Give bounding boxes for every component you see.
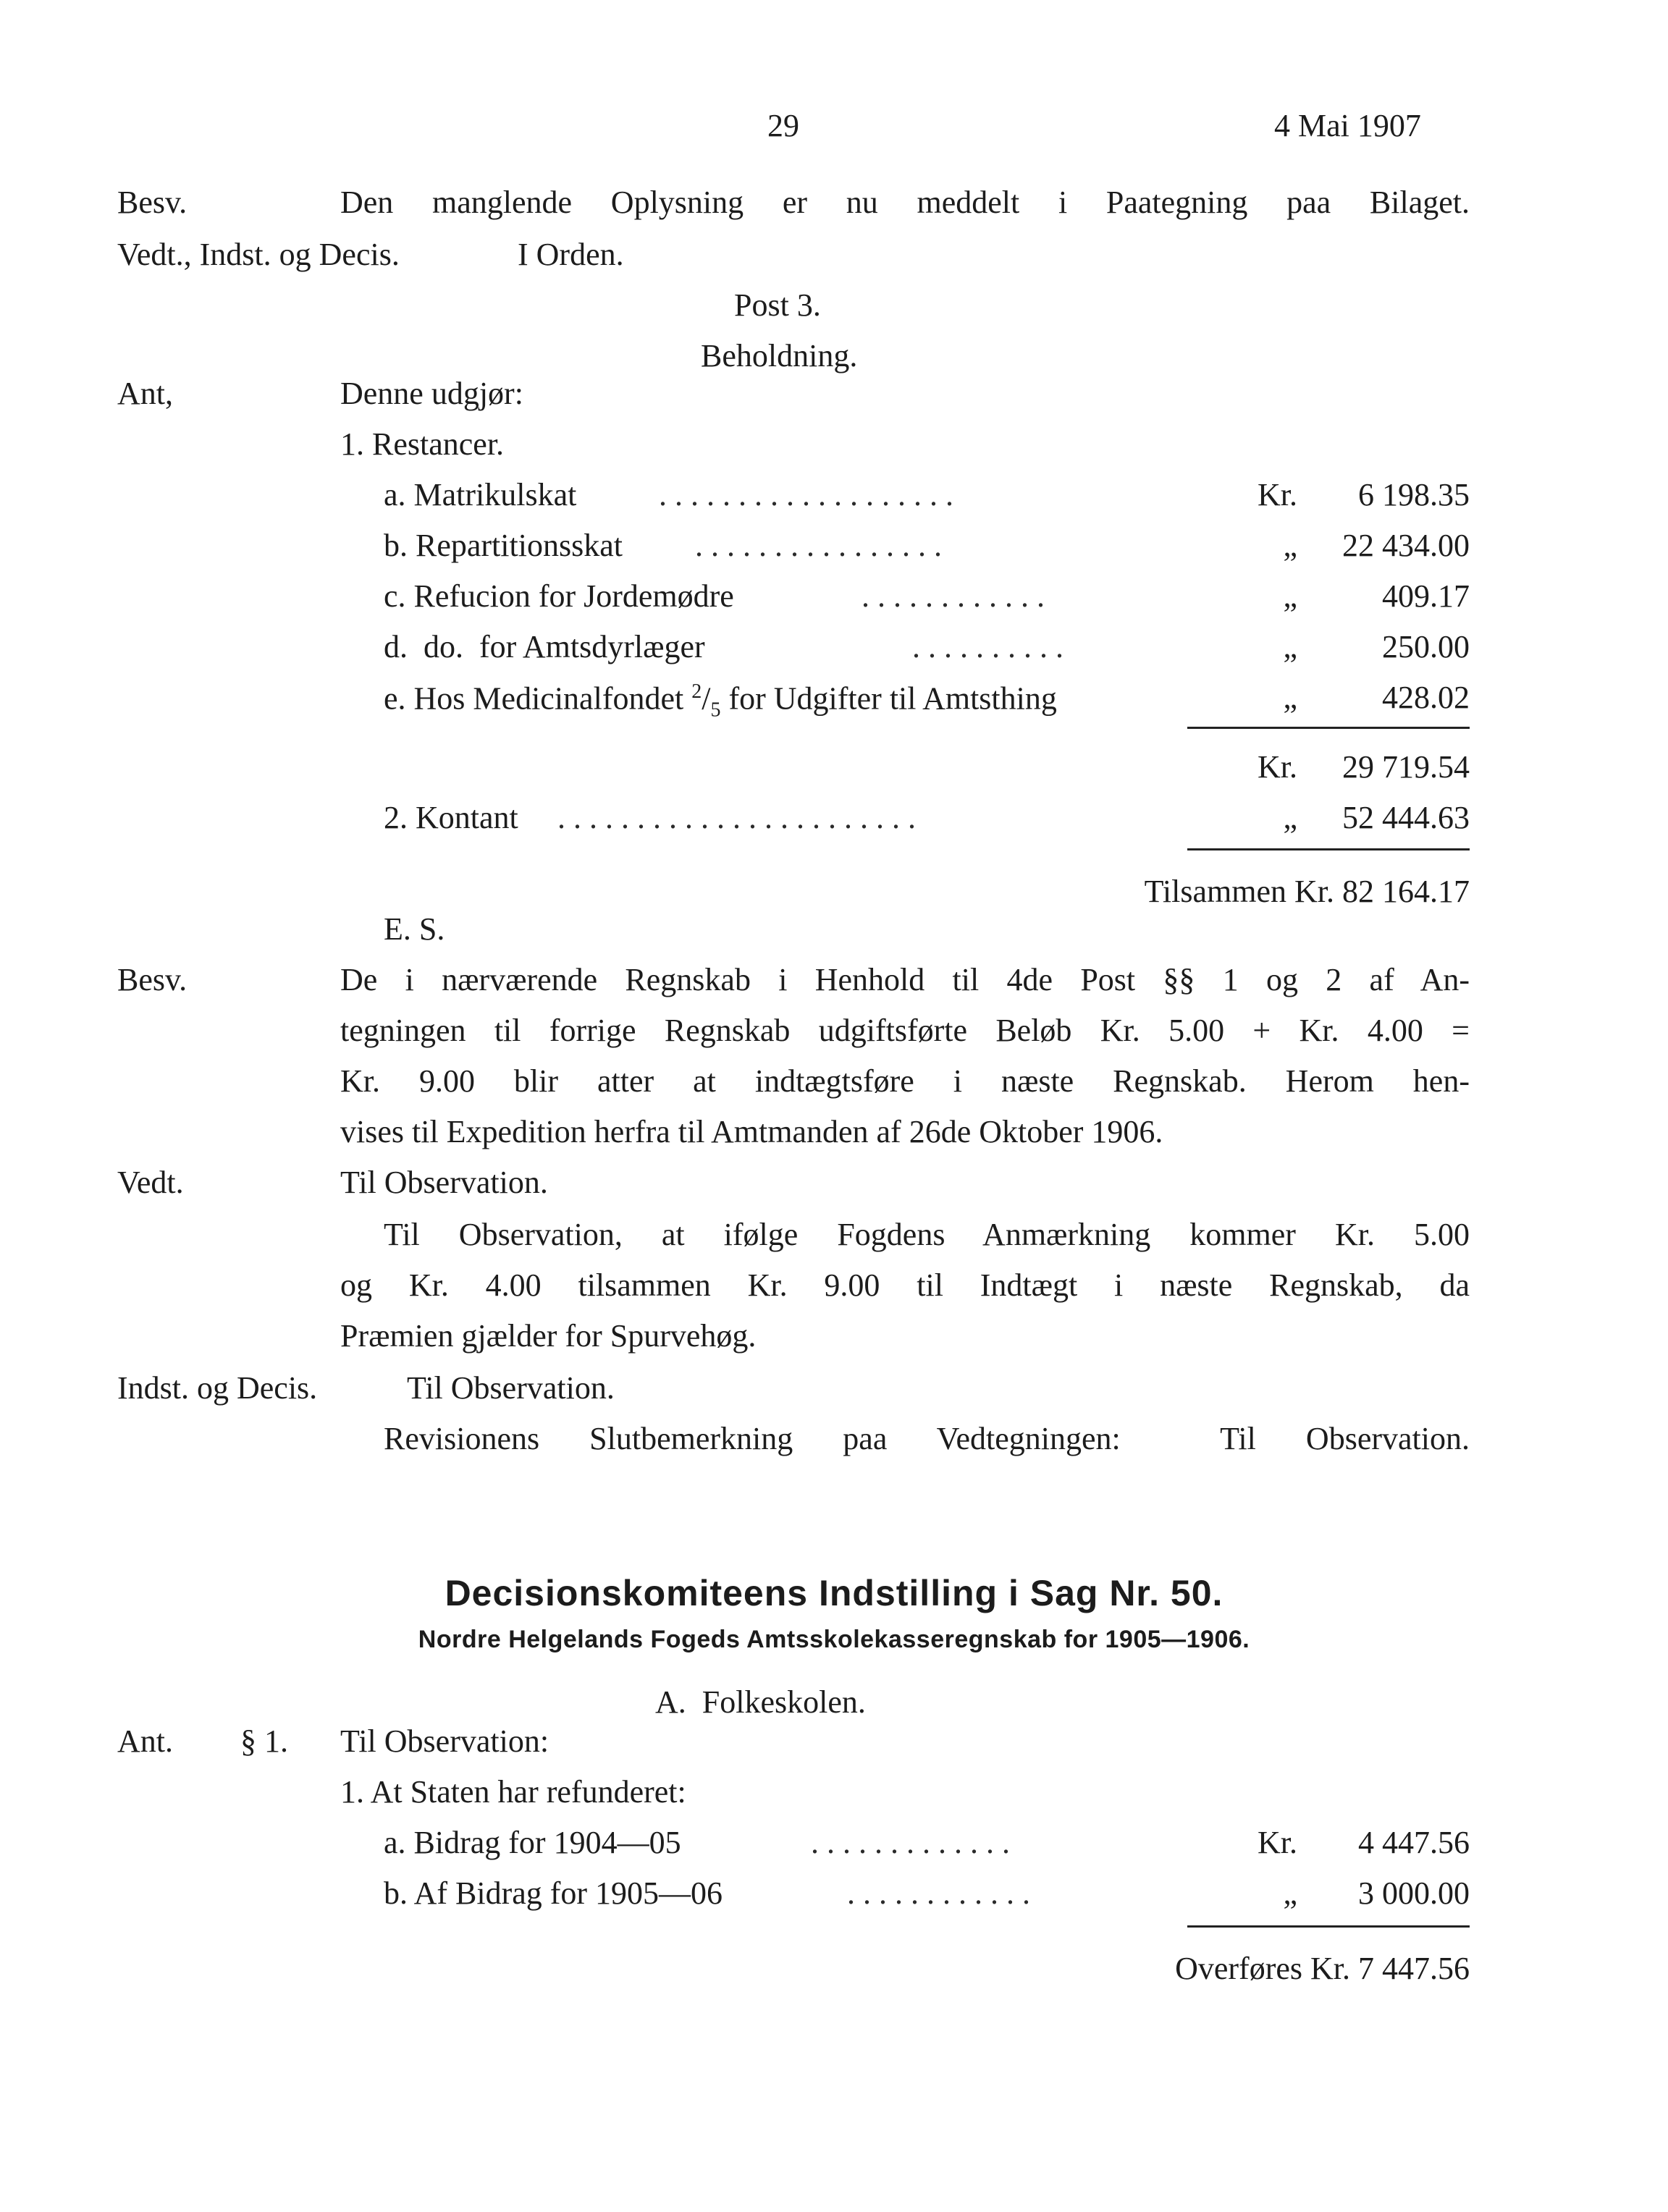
fraction-numerator: 2 xyxy=(691,680,702,703)
ledger-row-label: d. do. for Amtsdyrlæger xyxy=(384,629,705,664)
vedt-text-2: Til Observation. xyxy=(340,1165,548,1200)
ledger-row-amount: 409.17 xyxy=(1382,578,1470,614)
ledger-row xyxy=(384,578,1470,618)
row-e-prefix: e. Hos Medicinalfondet xyxy=(384,680,684,717)
leader-dots: .......... xyxy=(912,629,1071,664)
revision-note: Revisionens Slutbemerkning paa Vedtegningen: Til Observation. xyxy=(384,1421,1470,1456)
ledger-row xyxy=(384,1875,1470,1915)
total-label: Tilsammen Kr. xyxy=(1144,874,1334,909)
vedt-label-2: Vedt. xyxy=(117,1165,184,1200)
besv-text: Den manglende Oplysning er nu meddelt i Paategning paa Bilaget. xyxy=(340,185,1470,220)
subtotal-amount: 29 719.54 xyxy=(1342,749,1470,785)
ledger-row-amount: 428.02 xyxy=(1382,680,1470,715)
paragraph-label: § 1. xyxy=(240,1723,288,1759)
fraction-denominator: 5 xyxy=(710,698,721,722)
ledger-row-label: e. Hos Medicinalfondet $^2/_5$ for Udgifter til Amtsthing xyxy=(384,680,1057,722)
ledger-row-label: c. Refucion for Jordemødre xyxy=(384,578,734,614)
besv-line: vises til Expedition herfra til Amtmanden af 26de Oktober 1906. xyxy=(340,1114,1163,1149)
item-refunderet: 1. At Staten har refunderet: xyxy=(340,1774,686,1810)
vedt-label: Vedt., Indst. og Decis. xyxy=(117,237,400,272)
leader-dots: ............. xyxy=(811,1825,1018,1860)
besv-line: Kr. 9.00 blir atter at indtægtsføre i næste Regnskab. Herom hen- xyxy=(340,1063,1470,1099)
carry-label-amount xyxy=(1175,1953,1470,1985)
case-subtitle: Nordre Helgelands Fogeds Amtsskolekasseregnskab for 1905—1906. xyxy=(418,1626,1250,1653)
ledger-row-currency: Kr. xyxy=(1258,477,1297,512)
kontant-currency: „ xyxy=(1283,800,1297,835)
total-label-amount xyxy=(1145,876,1470,908)
subtotal-row xyxy=(384,751,1470,789)
page-date: 4 Mai 1907 xyxy=(1274,108,1421,143)
ledger-row-label: a. Bidrag for 1904—05 xyxy=(384,1825,681,1860)
ledger-row-currency: Kr. xyxy=(1258,1825,1297,1860)
ledger-row-label: b. Af Bidrag for 1905—06 xyxy=(384,1875,723,1911)
ledger-row xyxy=(384,631,1470,669)
es-mark: E. S. xyxy=(384,911,445,947)
leader-dots: ............ xyxy=(862,578,1053,614)
indst-label: Indst. og Decis. xyxy=(117,1370,318,1406)
ledger-row xyxy=(384,802,1470,840)
leader-dots: ................ xyxy=(695,528,950,563)
vedt-text: I Orden. xyxy=(518,237,624,272)
total-amount: 82 164.17 xyxy=(1342,874,1470,909)
indst-text: Til Observation. xyxy=(407,1370,615,1406)
post-subtitle: Beholdning. xyxy=(701,338,858,373)
obs-line: og Kr. 4.00 tilsammen Kr. 9.00 til Indtægt i næste Regnskab, da xyxy=(340,1267,1470,1303)
ledger-row-amount: 4 447.56 xyxy=(1358,1825,1470,1860)
ledger-row-currency: „ xyxy=(1283,1875,1297,1911)
besv-line: tegningen til forrige Regnskab udgiftsførte Beløb Kr. 5.00 + Kr. 4.00 = xyxy=(340,1013,1470,1048)
ant-text-3: Til Observation: xyxy=(340,1723,549,1759)
kontant-amount: 52 444.63 xyxy=(1342,800,1470,835)
ant-label-3: Ant. xyxy=(117,1723,173,1759)
ledger-row-currency: „ xyxy=(1283,629,1297,664)
besv-label: Besv. xyxy=(117,185,188,220)
item-restancer: 1. Restancer. xyxy=(340,426,505,462)
ledger-row-currency: „ xyxy=(1283,528,1297,563)
ledger-row-amount: 6 198.35 xyxy=(1358,477,1470,512)
sum-rule xyxy=(1187,1925,1470,1928)
ledger-row xyxy=(384,530,1470,567)
ledger-row-currency: „ xyxy=(1283,680,1297,715)
ant-text: Denne udgjør: xyxy=(340,376,523,411)
ledger-row xyxy=(384,479,1470,517)
ledger-row-label: a. Matrikulskat xyxy=(384,477,577,512)
ledger-row-amount: 250.00 xyxy=(1382,629,1470,664)
ledger-row-label: b. Repartitionsskat xyxy=(384,528,623,563)
case-title: Decisionskomiteens Indstilling i Sag Nr. 50. xyxy=(445,1573,1223,1613)
row-e-suffix: for Udgifter til Amtsthing xyxy=(728,680,1057,717)
obs-line: Præmien gjælder for Spurvehøg. xyxy=(340,1318,757,1354)
ledger-row-amount: 3 000.00 xyxy=(1358,1875,1470,1911)
besv-label-2: Besv. xyxy=(117,962,188,997)
sum-rule xyxy=(1187,848,1470,850)
ledger-row xyxy=(384,680,1470,722)
ant-label: Ant, xyxy=(117,376,173,411)
besv-line: De i nærværende Regnskab i Henhold til 4de Post §§ 1 og 2 af An- xyxy=(340,962,1470,997)
sum-rule xyxy=(1187,727,1470,729)
kontant-label: 2. Kontant xyxy=(384,800,518,835)
carry-amount: 7 447.56 xyxy=(1358,1951,1470,1986)
leader-dots: ....................... xyxy=(557,800,924,835)
subtotal-currency: Kr. xyxy=(1258,749,1297,785)
post-title: Post 3. xyxy=(734,287,821,323)
ledger-row-amount: 22 434.00 xyxy=(1342,528,1470,563)
ledger-row-currency: „ xyxy=(1283,578,1297,614)
part-title: A. Folkeskolen. xyxy=(655,1684,866,1720)
page-number: 29 xyxy=(767,108,799,143)
leader-dots: ................... xyxy=(659,477,961,512)
obs-line: Til Observation, at ifølge Fogdens Anmærkning kommer Kr. 5.00 xyxy=(384,1217,1470,1252)
carry-label: Overføres Kr. xyxy=(1175,1951,1350,1986)
ledger-row xyxy=(384,1827,1470,1865)
leader-dots: ............ xyxy=(847,1875,1038,1911)
